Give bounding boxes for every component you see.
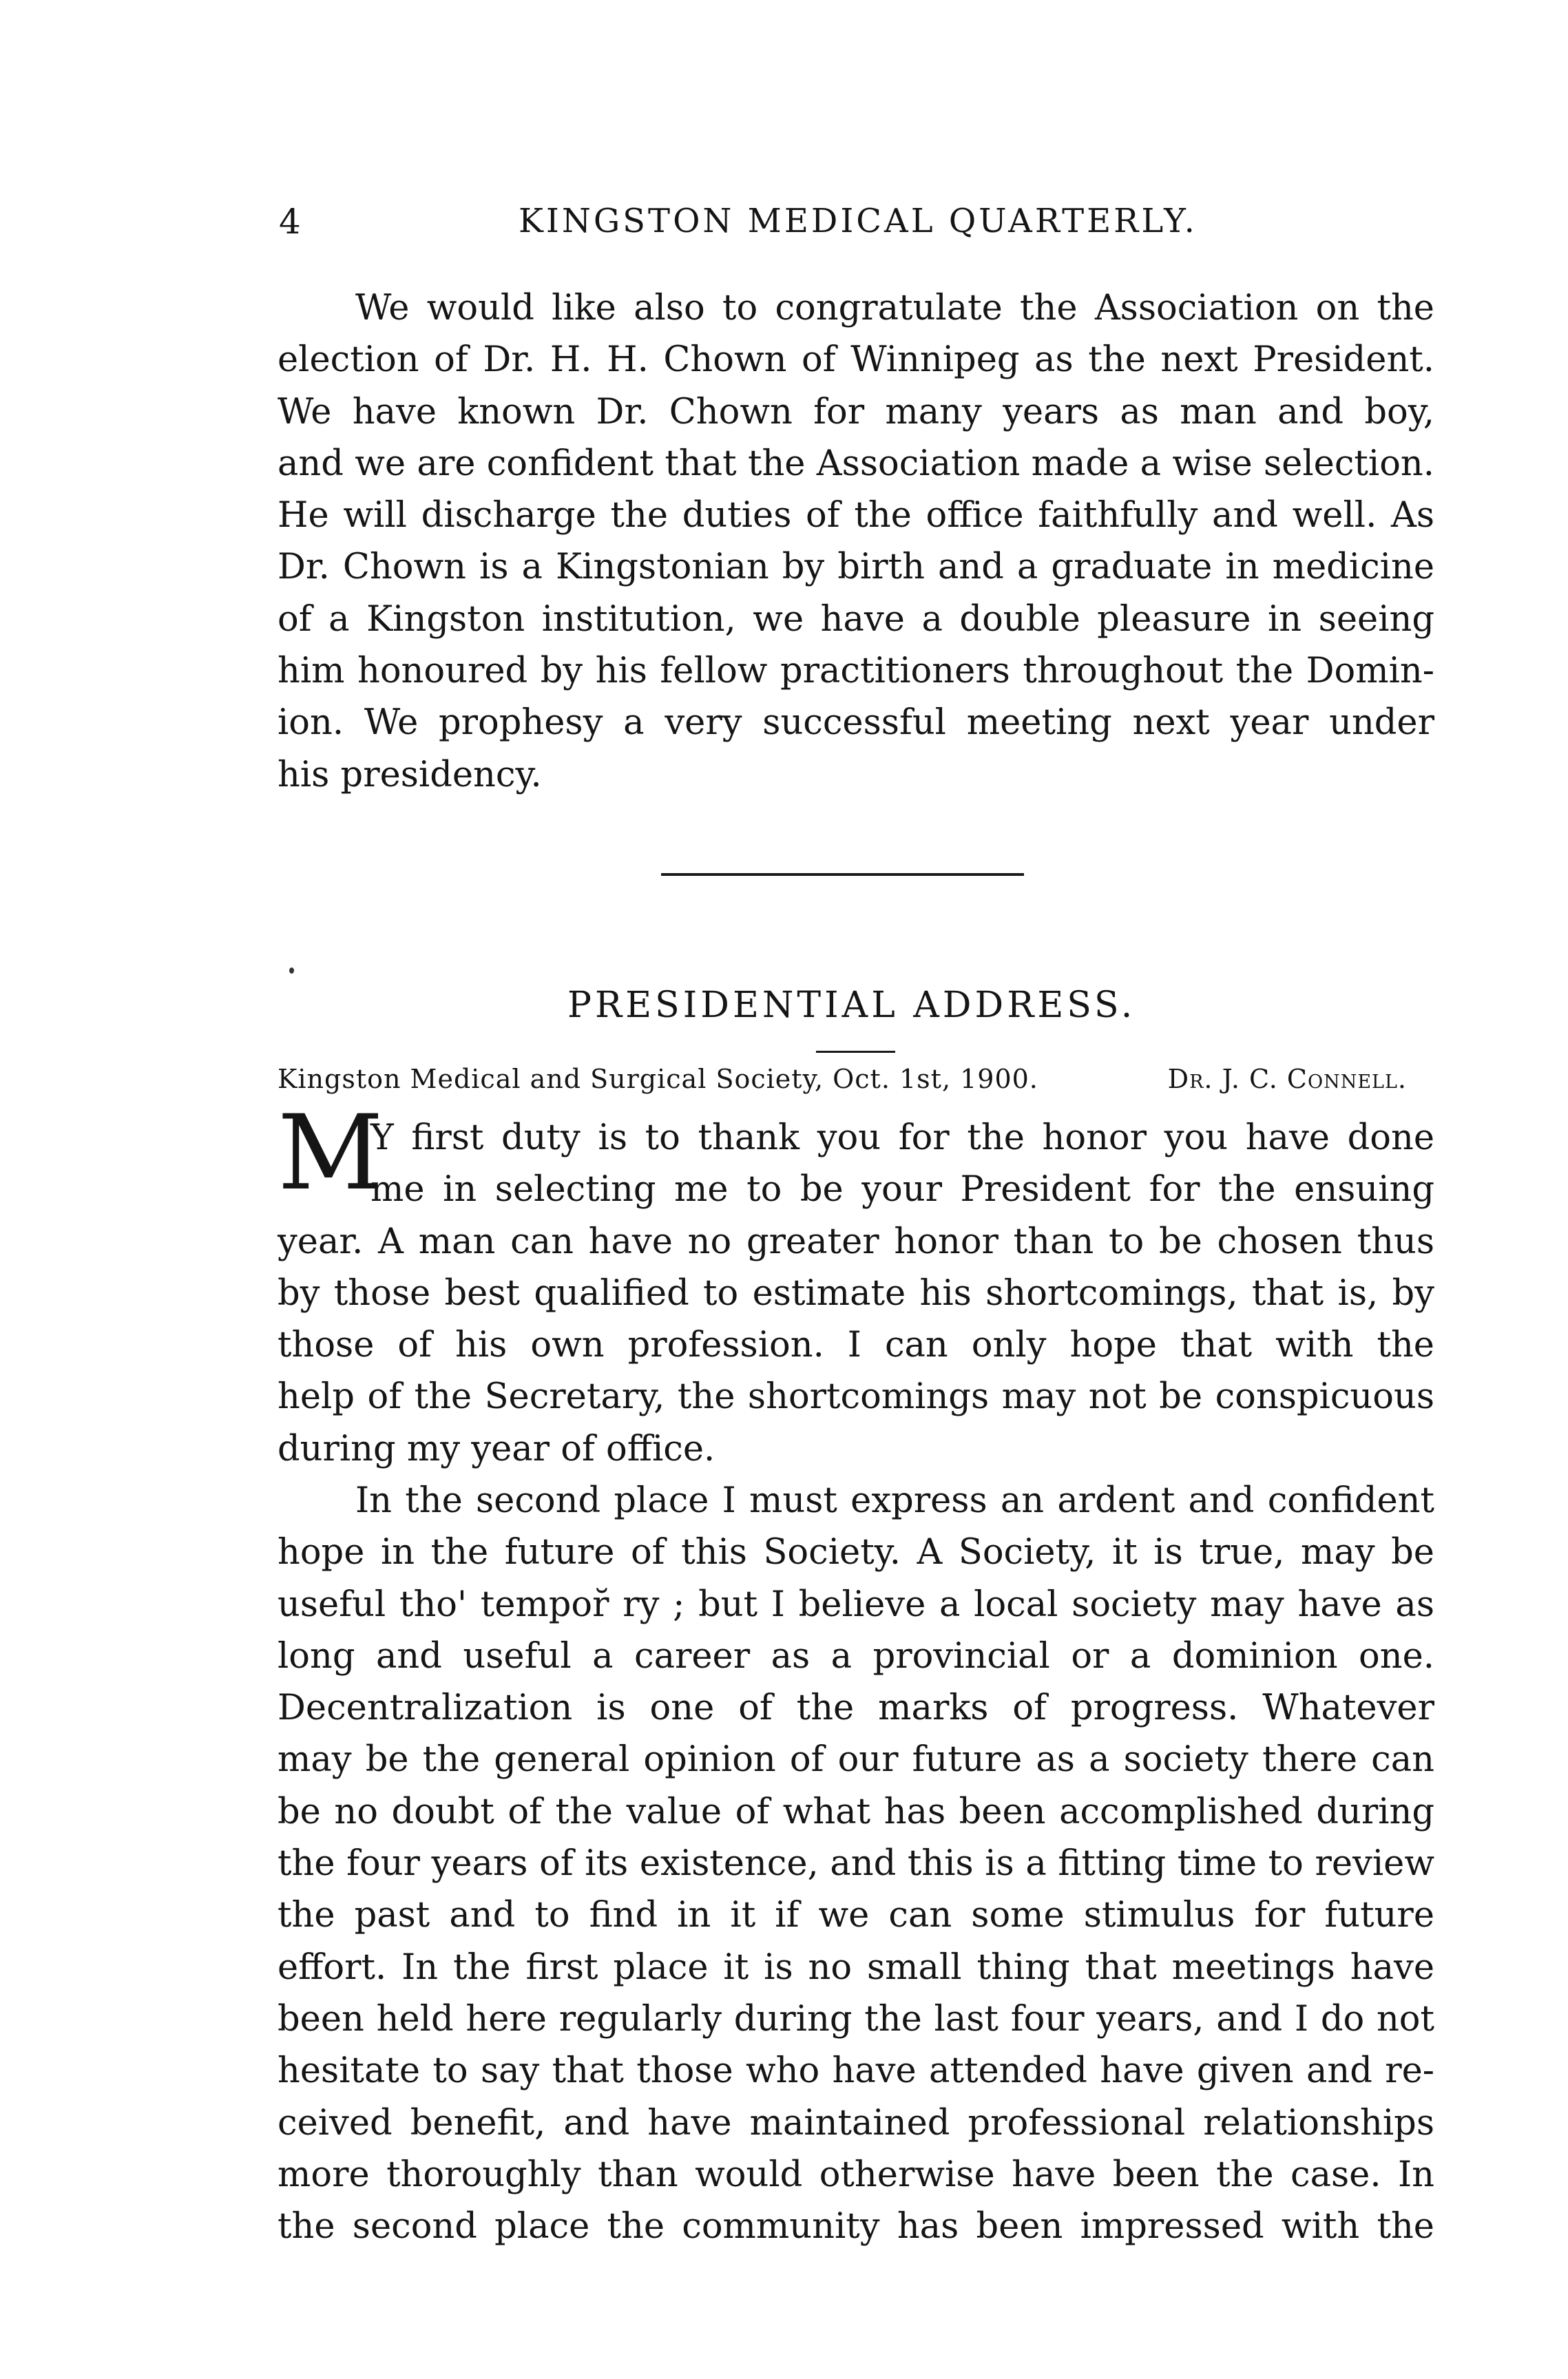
text-line: the four years of its existence, and this is a fitting time to review bbox=[278, 1843, 1434, 1885]
editorial-paragraph bbox=[278, 282, 1434, 801]
text-line: his presidency. bbox=[278, 754, 542, 795]
text-line: may be the general opinion of our future as a society there can bbox=[278, 1739, 1434, 1781]
text-line: those of his own profession. I can only hope that with the bbox=[278, 1325, 1434, 1366]
running-title: KINGSTON MEDICAL QUARTERLY. bbox=[519, 202, 1198, 240]
text-line: year. A man can have no greater honor than to be chosen thus bbox=[278, 1221, 1434, 1262]
text-line: ion. We prophesy a very successful meeting next year under bbox=[278, 702, 1434, 744]
address-paragraph-2 bbox=[278, 1475, 1434, 2252]
text-line: effort. In the first place it is no small thing that meetings have bbox=[278, 1947, 1434, 1988]
text-line: by those best qualified to estimate his shortcomings, that is, by bbox=[278, 1272, 1434, 1314]
title-rule bbox=[816, 1051, 895, 1053]
text-line: help of the Secretary, the shortcomings may not be conspicuous bbox=[278, 1376, 1434, 1418]
text-line: hesitate to say that those who have attended have given and re- bbox=[278, 2051, 1434, 2092]
ink-speck bbox=[289, 967, 294, 974]
text-line: ceived benefit, and have maintained professional relationships bbox=[278, 2102, 1434, 2144]
text-line: We have known Dr. Chown for many years as man and boy, bbox=[278, 391, 1434, 432]
text-line: during my year of office. bbox=[278, 1428, 715, 1469]
text-line: long and useful a career as a provincial or a dominion one. bbox=[278, 1635, 1434, 1677]
text-line: be no doubt of the value of what has been accomplished during bbox=[278, 1791, 1434, 1832]
text-line: Decentralization is one of the marks of progress. Whatever bbox=[278, 1688, 1434, 1729]
text-line: been held here regularly during the last four years, and I do not bbox=[278, 1998, 1434, 2040]
text-line: He will discharge the duties of the office faithfully and well. As bbox=[278, 495, 1434, 536]
text-line: Y first duty is to thank you for the honor you have done bbox=[370, 1118, 1434, 1158]
text-line: and we are confident that the Association made a wise selection. bbox=[278, 443, 1434, 484]
text-line: more thoroughly than would otherwise have been the case. In bbox=[278, 2154, 1434, 2195]
text-line: useful tho' tempor̆ ry ; but I believe a local society may have as bbox=[278, 1584, 1434, 1625]
article-title: PRESIDENTIAL ADDRESS. bbox=[567, 985, 1136, 1026]
text-line: the second place the community has been impressed with the bbox=[278, 2206, 1434, 2247]
page-number: 4 bbox=[279, 202, 301, 242]
text-line: Dr. Chown is a Kingstonian by birth and a graduate in medicine bbox=[278, 547, 1434, 588]
text-line: We would like also to congratulate the Association on the bbox=[355, 288, 1434, 328]
address-paragraph-1 bbox=[278, 1112, 1434, 1475]
text-line: In the second place I must express an ardent and confident bbox=[355, 1480, 1434, 1521]
text-line: him honoured by his fellow practitioners throughout the Domin- bbox=[278, 651, 1434, 692]
byline bbox=[278, 1064, 1434, 1094]
text-line: me in selecting me to be your President for the ensuing bbox=[370, 1169, 1434, 1211]
section-divider bbox=[661, 873, 1024, 876]
byline-author: Dr. J. C. Connell. bbox=[1167, 1064, 1407, 1094]
drop-cap: M bbox=[278, 1093, 384, 1213]
text-line: hope in the future of this Society. A Society, it is true, may be bbox=[278, 1532, 1434, 1573]
text-line: the past and to find in it if we can some stimulus for future bbox=[278, 1895, 1434, 1936]
text-line: of a Kingston institution, we have a double pleasure in seeing bbox=[278, 598, 1434, 640]
byline-venue: Kingston Medical and Surgical Society, Oct. 1st, 1900. bbox=[278, 1064, 1038, 1094]
text-line: election of Dr. H. H. Chown of Winnipeg as the next President. bbox=[278, 339, 1434, 381]
